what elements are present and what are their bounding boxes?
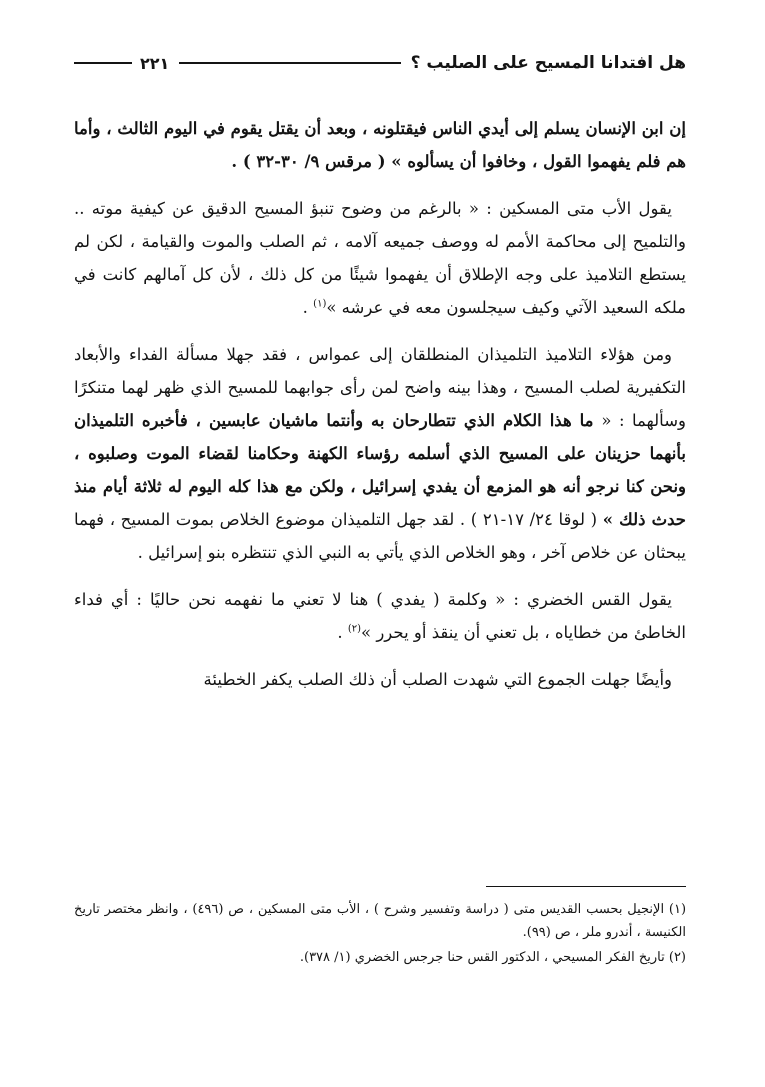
paragraph-3-text-c: ( لوقا ٢٤/ ١٧-٢١ ) . لقد جهل التلميذان موضوع الخلاص بموت المسيح ، فهما يبحثان عن خلاص آخر ، وهو الخلاص الذي يأتي به النبي الذي تنتظره بنو إسرائيل . [74,510,686,562]
footnote-1: (١) الإنجيل بحسب القديس متى ( دراسة وتفسير وشرح ) ، الأب متى المسكين ، ص (٤٩٦) ، وانظر مختصر تاريخ الكنيسة ، أندرو ملر ، ص (٩٩). [74,902,687,940]
footnote-2: (٢) تاريخ الفكر المسيحي ، الدكتور القس حنا جرجس الخضري (١/ ٣٧٨). [299,950,686,965]
paragraph-3-quote: ما هذا الكلام الذي تتطارحان به وأنتما ماشيان عابسين ، فأخبره التلميذان بأنهما حزينان على المسيح الذي أسلمه رؤساء الكهنة وحكامنا لقضاء الموت وصلبوه ، ونحن كنا نرجو أنه هو المزمع أن يفدي إسرائيل ، ولكن مع هذا كله اليوم له ثلاثة أيام منذ حدث ذلك » [74,411,686,529]
paragraph-5 [74,663,686,696]
footnote-rule [486,886,686,887]
paragraph-2 [74,192,686,324]
paragraph-2-tail: . [302,298,314,317]
paragraph-4 [74,583,686,649]
paragraph-4-text: يقول القس الخضري : « وكلمة ( يفدي ) هنا لا تعني ما نفهمه نحن حاليًا : أي فداء الخاطئ من خطاياه ، بل تعني أن ينقذ أو يحرر » [74,590,686,642]
paragraph-5-text: وأيضًا جهلت الجموع التي شهدت الصلب أن ذلك الصلب يكفر الخطيئة [203,670,672,689]
footnote-ref-2[interactable]: (٢) [347,623,361,635]
paragraph-1-text: إن ابن الإنسان يسلم إلى أيدي الناس فيقتلونه ، وبعد أن يقتل يقوم في اليوم الثالث ، وأما هم فلم يفهموا القول ، وخافوا أن يسألوه » ( مرقس ٩/ ٣٠-٣٢ ) . [74,119,686,171]
header-rule-end [74,62,132,64]
paragraph-3 [74,338,686,569]
footnotes [74,898,686,971]
body-text [74,112,686,696]
running-title: هل افتدانا المسيح على الصليب ؟ [410,53,686,73]
footnote-ref-1[interactable]: (١) [313,298,327,310]
paragraph-4-tail: . [337,623,348,642]
paragraph-2-text: يقول الأب متى المسكين : « بالرغم من وضوح تنبؤ المسيح الدقيق عن كيفية موته .. والتلميح إلى محاكمة الأمم له ووصف جميعه آلامه ، ثم الصلب والموت والقيامة ، لكن لم يستطع التلاميذ على وجه الإطلاق أن يفهموا شيئًا من كل ذلك ، لأن كل آمالهم كانت في ملكه السعيد الآتي وكيف سيجلسون معه في عرشه » [74,199,686,317]
book-page [74,48,686,1058]
page-number: ٢٢١ [140,53,170,73]
paragraph-3-text-a: ومن هؤلاء التلاميذ التلميذان المنطلقان إلى عمواس ، فقد جهلا مسألة الفداء والأبعاد التكفيرية لصلب المسيح ، وهذا بينه واضح لمن رأى جوابهما للمسيح الذي ظهر لهما متنكرًا وسألهما : « [74,345,686,430]
header-rule [179,62,400,64]
paragraph-1 [74,112,686,178]
running-header [74,48,686,78]
